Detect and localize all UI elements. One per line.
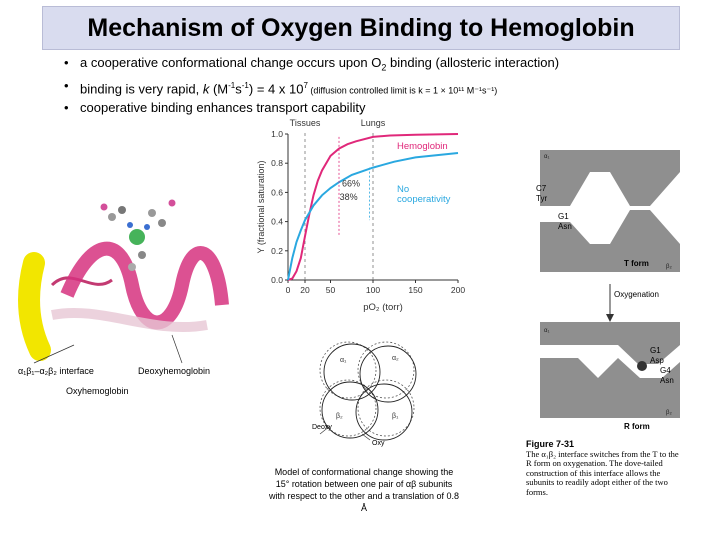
svg-text:β₂: β₂ <box>666 264 672 270</box>
c7-label: C7 <box>536 184 547 193</box>
g4-label: G4 <box>660 366 671 375</box>
x-tick-label: 100 <box>365 285 381 295</box>
figure-7-31-heading: Figure 7-31 <box>526 439 575 449</box>
wheel-oxy-label: Oxy <box>372 440 385 447</box>
asn-label: Asn <box>558 222 572 231</box>
title-banner <box>42 6 680 50</box>
wheel-deoxy-label: Deoxy <box>312 424 332 431</box>
bullet-2-exponent: 7 <box>303 80 308 90</box>
bullet-1-subscript: 2 <box>381 62 387 73</box>
bullet-2-unit-s: s <box>235 80 242 96</box>
subunit-rotation-diagram <box>300 330 430 450</box>
x-tick-label: 50 <box>325 285 336 295</box>
yellow-subunit-shape <box>29 263 40 350</box>
asn-r-label: Asn <box>660 376 674 385</box>
y-tick-label: 1.0 <box>271 129 283 139</box>
interface-label: α₁β₁–α₂β₂ interface <box>18 366 94 376</box>
model-caption: Model of conformational change showing the 15° rotation between one pair of αβ subunits with respect to the other and a translation of 0.8 Å <box>268 467 460 513</box>
bullet-2-text: binding is very rapid, <box>80 80 203 96</box>
bullet-1-text: a cooperative conformational change occurs upon O <box>80 55 382 70</box>
bullet-2-k: k <box>202 80 210 96</box>
bullet-2-note: (diffusion controlled limit is k = 1 × 10¹¹ M⁻¹s⁻¹) <box>307 84 498 95</box>
svg-text:β₂: β₂ <box>336 413 343 420</box>
bullet-2-sup1: -1 <box>228 80 236 90</box>
g1-label: G1 <box>558 212 569 221</box>
nocoop-difference-label: 38% <box>339 191 358 202</box>
oxyhemoglobin-label: Oxyhemoglobin <box>66 386 129 396</box>
hb-difference-label: 66% <box>342 178 361 189</box>
bullet-1-text-end: binding (allosteric interaction) <box>386 55 560 70</box>
region-label-0: Tissues <box>289 118 321 128</box>
asp-label: Asp <box>650 356 664 365</box>
y-tick-label: 0.2 <box>271 245 283 256</box>
svg-text:α₁: α₁ <box>544 154 550 160</box>
bullet-2-value: ) = 4 x 10 <box>248 80 304 96</box>
bullet-3-text: cooperative binding enhances transport capability <box>80 99 366 115</box>
t-r-form-diagram <box>530 150 690 430</box>
y-tick-label: 0.0 <box>271 275 283 285</box>
bullet-1 <box>64 54 714 77</box>
figure-7-31-caption <box>526 440 686 497</box>
svg-text:β₁: β₁ <box>392 413 399 420</box>
figure-7-31-text: The α₁β₂ interface switches from the T to the R form on oxygenation. The dove-tailed construction of this interface allows the subunits to readily adopt either of the two forms. <box>526 448 679 497</box>
x-axis-label: pO₂ (torr) <box>363 302 403 313</box>
svg-text:α₁: α₁ <box>340 357 347 364</box>
bullet-2-sup2: -1 <box>241 80 249 90</box>
series-label-1: cooperativity <box>397 194 451 205</box>
g1-r-label: G1 <box>650 346 661 355</box>
bullet-list <box>64 54 714 116</box>
pale-helix <box>52 313 207 327</box>
slide-title: Mechanism of Oxygen Binding to Hemoglobin <box>87 13 635 42</box>
x-tick-label: 150 <box>408 285 423 295</box>
y-tick-label: 0.6 <box>271 187 283 198</box>
x-tick-label: 20 <box>300 285 310 295</box>
t-form-alpha1 <box>540 150 680 206</box>
x-tick-label: 200 <box>450 285 466 295</box>
deoxy-label: Deoxyhemoglobin <box>138 366 211 376</box>
bullet-2-unit-m: (M <box>209 80 229 96</box>
svg-text:α₂: α₂ <box>392 355 399 362</box>
binding-curve-chart <box>252 112 520 324</box>
oxygenation-label: Oxygenation <box>614 290 659 299</box>
t-form-label: T form <box>624 259 649 268</box>
hemoglobin-structure-illustration <box>12 195 242 385</box>
tyr-label: Tyr <box>536 194 548 203</box>
bullet-2 <box>64 77 714 99</box>
region-label-1: Lungs <box>360 118 386 128</box>
y-tick-label: 0.8 <box>271 158 283 169</box>
y-axis-label: Y (fractional saturation) <box>256 160 266 254</box>
series-label-0: Hemoglobin <box>397 141 448 152</box>
series-label-1: No <box>397 184 410 195</box>
x-tick-label: 0 <box>285 285 291 295</box>
svg-text:α₁: α₁ <box>544 328 550 334</box>
y-tick-label: 0.4 <box>271 216 283 227</box>
r-form-label: R form <box>624 422 650 431</box>
svg-text:β₂: β₂ <box>666 410 672 416</box>
r-form-beta2 <box>540 358 680 418</box>
heme-group <box>101 200 176 272</box>
